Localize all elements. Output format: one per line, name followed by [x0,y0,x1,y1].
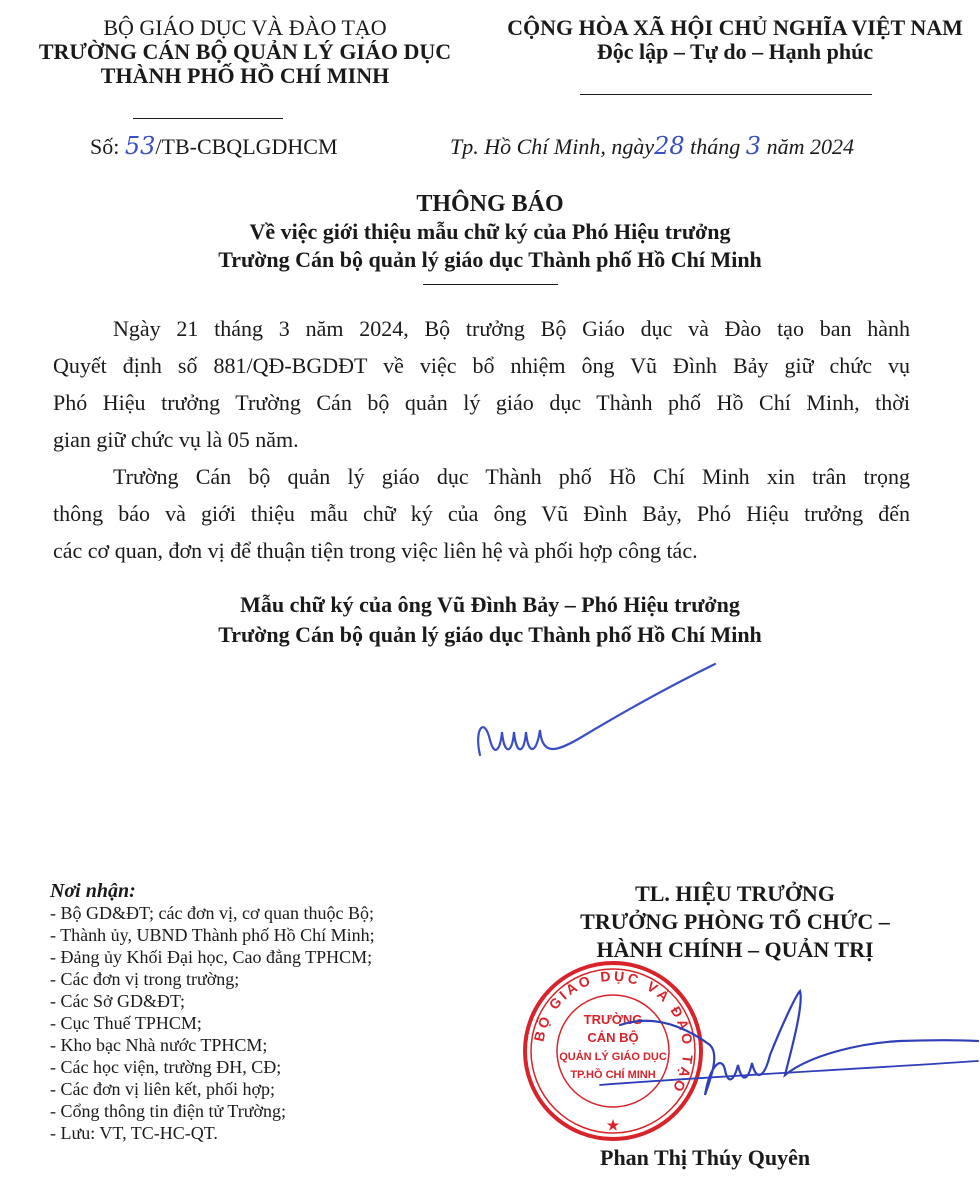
document-title: THÔNG BÁO [416,191,564,217]
stamp-center-line: TP.HỒ CHÍ MINH [570,1069,656,1081]
recipient-item: - Các học viện, trường ĐH, CĐ; [50,1057,282,1077]
document-number [90,132,338,160]
signer-authority: TL. HIỆU TRƯỞNG [635,881,835,906]
signer-position-line2: HÀNH CHÍNH – QUẢN TRỊ [596,937,874,962]
doc-number-handwritten: 53 [124,132,156,160]
document-subject-line1: Về việc giới thiệu mẫu chữ ký của Phó Hiệu trưởng [249,219,731,244]
signature-sample-line1: Mẫu chữ ký của ông Vũ Đình Bảy – Phó Hiệu trưởng [240,592,740,617]
recipients-heading: Nơi nhận: [50,880,136,902]
date-year: năm 2024 [761,134,854,159]
document-subject-line2: Trường Cán bộ quản lý giáo dục Thành phố Hồ Chí Minh [218,247,762,272]
stamp-center-line: QUẢN LÝ GIÁO DỤC [559,1051,667,1063]
recipient-item: - Các đơn vị liên kết, phối hợp; [50,1079,275,1099]
stamp-star-icon: ★ [606,1117,620,1133]
recipients-list [50,880,520,1144]
national-header [495,16,975,64]
paragraph-line: Quyết định số 881/QĐ-BGDĐT về việc bổ nhiệm ông Vũ Đình Bảy giữ chức vụ [53,353,910,378]
paragraph-line: thông báo và giới thiệu mẫu chữ ký của ông Vũ Đình Bảy, Phó Hiệu trưởng đến [53,501,910,526]
recipient-item: - Đảng ủy Khối Đại học, Cao đẳng TPHCM; [50,947,373,967]
date-prefix: Tp. Hồ Chí Minh, ngày [450,134,655,159]
stamp-center-line: CÁN BỘ [587,1030,639,1045]
sample-signature-image [470,660,720,770]
signer-title-block [510,880,960,964]
signature-sample-line2: Trường Cán bộ quản lý giáo dục Thành phố Hồ Chí Minh [218,622,762,647]
paragraph-line: Ngày 21 tháng 3 năm 2024, Bộ trưởng Bộ Giáo dục và Đào tạo ban hành [113,316,910,341]
issuing-agency-header [20,16,470,88]
recipient-item: - Các Sở GD&ĐT; [50,991,186,1011]
signer-position-line1: TRƯỞNG PHÒNG TỔ CHỨC – [580,909,890,934]
recipient-item: - Lưu: VT, TC-HC-QT. [50,1123,218,1143]
document-title-block [0,190,980,274]
date-month-handwritten: 3 [745,132,762,160]
recipient-item: - Kho bạc Nhà nước TPHCM; [50,1035,268,1055]
signer-name: Phan Thị Thúy Quyên [600,1145,811,1170]
recipient-item: - Các đơn vị trong trường; [50,969,240,989]
paragraph-line: gian giữ chức vụ là 05 năm. [53,427,299,452]
recipient-item: - Cổng thông tin điện tử Trường; [50,1101,287,1121]
left-header-underline [133,118,283,119]
paragraph-line: Phó Hiệu trưởng Trường Cán bộ quản lý giáo dục Thành phố Hồ Chí Minh, thời [53,390,910,415]
signature-sample-title [0,590,980,650]
doc-number-suffix: /TB-CBQLGDHCM [155,134,338,159]
ministry-name: BỘ GIÁO DỤC VÀ ĐÀO TẠO [103,15,387,40]
stamp-center-line: TRƯỜNG [583,1012,643,1027]
recipient-item: - Thành ủy, UBND Thành phố Hồ Chí Minh; [50,925,375,945]
right-header-underline [580,94,872,95]
date-month-label: tháng [684,134,746,159]
national-motto: Độc lập – Tự do – Hạnh phúc [596,39,874,64]
title-underline [423,284,558,285]
date-day-handwritten: 28 [654,132,685,160]
school-name-line1: TRƯỜNG CÁN BỘ QUẢN LÝ GIÁO DỤC [38,39,452,64]
country-name: CỘNG HÒA XÃ HỘI CHỦ NGHĨA VIỆT NAM [507,15,963,40]
paragraph-announcement [53,458,910,569]
recipient-item: - Bộ GD&ĐT; các đơn vị, cơ quan thuộc Bộ; [50,903,374,923]
stamp-ring-text: BỘ GIÁO DỤC VÀ ĐÀO TẠO [530,967,697,1097]
recipient-item: - Cục Thuế TPHCM; [50,1013,202,1033]
signer-signature-image [560,985,980,1105]
doc-number-prefix: Số: [90,134,125,159]
school-name-line2: THÀNH PHỐ HỒ CHÍ MINH [100,63,390,88]
paragraph-appointment [53,310,910,458]
paragraph-line: Trường Cán bộ quản lý giáo dục Thành phố Hồ Chí Minh xin trân trọng [113,464,910,489]
document-date [450,132,854,160]
paragraph-line: các cơ quan, đơn vị để thuận tiện trong việc liên hệ và phối hợp công tác. [53,538,698,563]
